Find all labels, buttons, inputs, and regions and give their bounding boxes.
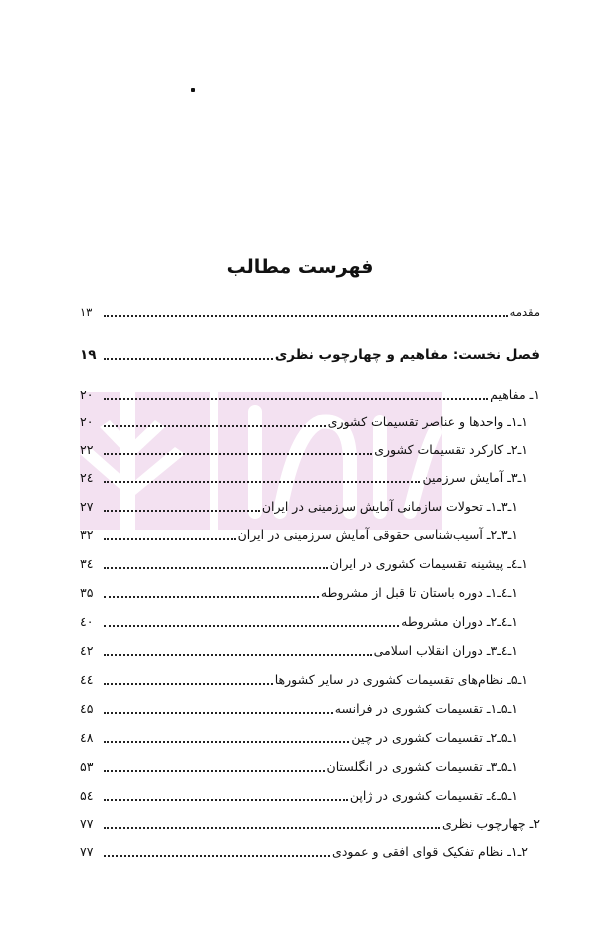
toc-entry-label: مقدمه <box>509 305 540 319</box>
toc-entry-label: ۲ـ۱ـ نظام تفکیک قوای افقی و عمودی <box>332 844 528 859</box>
dot-leader <box>104 510 260 512</box>
toc-entry <box>80 468 540 488</box>
toc-entry <box>80 440 540 460</box>
toc-entry-page-number: ۲۷ <box>80 499 94 514</box>
dot-leader <box>104 770 325 772</box>
toc-entry-page-number: ۳٤ <box>80 556 94 571</box>
dot-leader <box>104 481 420 483</box>
toc-entry <box>80 345 540 365</box>
toc-entry-label: ۱ـ مفاهیم <box>490 387 540 402</box>
dot-leader <box>104 654 372 656</box>
toc-entry-label: ۱ـ٤ـ۲ـ دوران مشروطه <box>401 614 518 629</box>
toc-entry-label: ۱ـ۵ـ۱ـ تقسیمات کشوری در فرانسه <box>334 701 518 716</box>
dot-leader <box>104 398 488 400</box>
toc-entry-label: ۱ـ۵ـ۲ـ تقسیمات کشوری در چین <box>351 730 518 745</box>
dot-leader <box>104 358 273 360</box>
dot-leader <box>104 741 349 743</box>
toc-entry-label: ۱ـ۱ـ واحدها و عناصر تقسیمات کشوری <box>327 414 528 429</box>
toc-entry-label: ۱ـ۵ـ٤ـ تقسیمات کشوری در ژاپن <box>349 788 518 803</box>
dot-leader <box>104 712 333 714</box>
toc-entry <box>80 612 540 632</box>
dot-leader <box>104 827 440 829</box>
toc-entry-page-number: ۷۷ <box>80 816 94 831</box>
toc-entry-page-number: ٤۲ <box>80 643 94 658</box>
toc-entry-label: ۱ـ۳ـ۲ـ آسیب‌شناسی حقوقی آمایش سرزمینی در ایران <box>237 527 518 542</box>
toc-entry <box>80 583 540 603</box>
toc-entry-page-number: ٤٤ <box>80 672 94 687</box>
toc-entry <box>80 814 540 834</box>
toc-entry <box>80 670 540 690</box>
dot-leader <box>104 683 273 685</box>
dot-leader <box>104 538 236 540</box>
page-title: فهرست مطالب <box>226 256 374 278</box>
toc-entry-label: ۱ـ۳ـ آمایش سرزمین <box>422 470 528 485</box>
toc-entry <box>80 525 540 545</box>
dot-leader <box>104 567 328 569</box>
toc-entry <box>80 728 540 748</box>
toc-entry <box>80 385 540 405</box>
toc-entry <box>80 412 540 432</box>
dot-leader <box>104 453 372 455</box>
toc-entry-label: ۱ـ۵ـ۳ـ تقسیمات کشوری در انگلستان <box>326 759 518 774</box>
toc-entry-page-number: ٤۵ <box>80 701 94 716</box>
toc-entry <box>80 757 540 777</box>
toc-entry-page-number: ۲۰ <box>80 387 94 402</box>
toc-entry-label: ۱ـ۲ـ کارکرد تقسیمات کشوری <box>374 442 528 457</box>
toc-entry <box>80 786 540 806</box>
scan-speck <box>191 88 195 92</box>
toc-entry-page-number: ۱۹ <box>80 347 97 363</box>
dot-leader <box>104 596 319 598</box>
toc-entry-page-number: ٤۸ <box>80 730 94 745</box>
toc-entry-label: ۱ـ۵ـ نظام‌های تقسیمات کشوری در سایر کشورها <box>274 672 528 687</box>
toc-entry-label: ۱ـ۳ـ۱ـ تحولات سازمانی آمایش سرزمینی در ایران <box>261 499 518 514</box>
toc-entry <box>80 497 540 517</box>
toc-entry-page-number: ۲۰ <box>80 414 94 429</box>
toc-entry-label: ۱ـ٤ـ۱ـ دوره باستان تا قبل از مشروطه <box>320 585 518 600</box>
toc-entry-page-number: ۲۲ <box>80 442 94 457</box>
toc-entry-label: ۱ـ٤ـ۳ـ دوران انقلاب اسلامی <box>373 643 518 658</box>
toc-entry-page-number: ۳۲ <box>80 527 94 542</box>
toc-entry-page-number: ۱۳ <box>80 305 93 319</box>
dot-leader <box>104 315 508 317</box>
dot-leader <box>104 855 330 857</box>
toc-entry-page-number: ۳۵ <box>80 585 94 600</box>
toc-entry-page-number: ۷۷ <box>80 844 94 859</box>
toc-entry-label: ۱ـ٤ـ پیشینه تقسیمات کشوری در ایران <box>329 556 528 571</box>
dot-leader <box>104 625 399 627</box>
toc-entry-page-number: ٤۰ <box>80 614 94 629</box>
toc-entry <box>80 302 540 322</box>
toc-entry <box>80 842 540 862</box>
toc-entry-label: ۲ـ چهارچوب نظری <box>441 816 540 831</box>
toc-entry-page-number: ۵٤ <box>80 788 94 803</box>
dot-leader <box>104 799 348 801</box>
toc-entry-page-number: ۲٤ <box>80 470 94 485</box>
toc-entry-label: فصل نخست: مفاهیم و چهارچوب نظری <box>274 347 540 363</box>
dot-leader <box>104 425 326 427</box>
toc-entry <box>80 699 540 719</box>
toc-entry <box>80 554 540 574</box>
toc-entry-page-number: ۵۳ <box>80 759 94 774</box>
toc-entry <box>80 641 540 661</box>
